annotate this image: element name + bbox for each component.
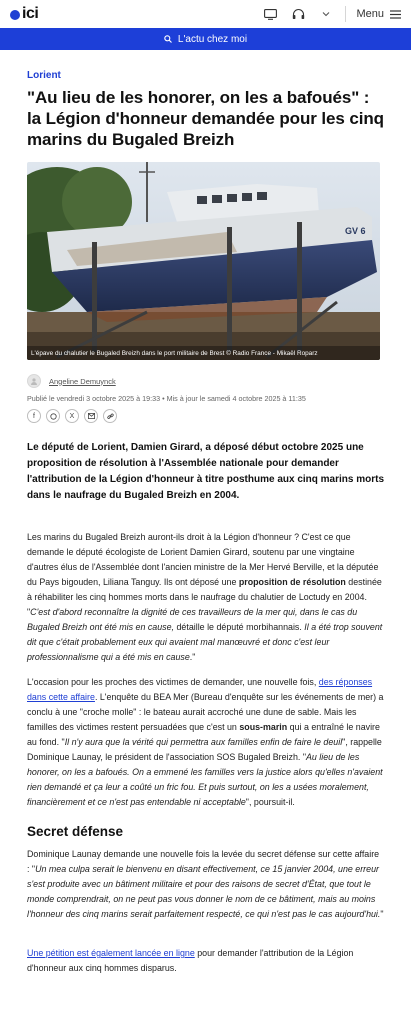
quote-text: Au lieu de les honorer, on les a bafoués. On a emmené les familles vers la justice alors qu'elles n'avaient rien demandé et ça leur a coûté un fric fou. Et puis surtout, on les a usées moralement, financièrement et ce n'est pas entendable ni acceptable [27, 752, 383, 807]
section-heading: Secret défense [27, 824, 124, 839]
text: L'occasion pour les proches des victimes de demander, une nouvelle fois, [27, 677, 319, 687]
text: destinée à réhabiliter les cinq hommes morts dans le naufrage du chalutier de Loctudy en 2004. " [27, 577, 382, 617]
article-title: "Au lieu de les honorer, on les a bafoués" : la Légion d'honneur demandée pour les cinq marins du Bugaled Breizh [27, 88, 384, 149]
text: détaille le député morbihannais. [174, 622, 305, 632]
category-link[interactable]: Lorient [27, 70, 61, 81]
logo-dot-icon [10, 10, 20, 20]
headphones-icon[interactable] [289, 5, 307, 23]
email-icon[interactable] [84, 409, 98, 423]
ici-logo[interactable] [10, 5, 38, 23]
paragraph-1 [27, 530, 384, 665]
top-header [0, 0, 411, 28]
article [0, 70, 411, 976]
publication-dates: Publié le vendredi 3 octobre 2025 à 19:33 • Mis à jour le samedi 4 octobre 2025 à 11:35 [27, 394, 306, 403]
author-row [27, 374, 384, 388]
x-icon[interactable]: X [65, 409, 79, 423]
image-caption: L'épave du chalutier le Bugaled Breizh dans le port militaire de Brest © Radio France - Mikaël Roparz [27, 346, 380, 360]
share-buttons [27, 409, 384, 423]
paragraph-4 [27, 946, 384, 976]
chevron-down-icon[interactable] [317, 5, 335, 23]
whatsapp-icon[interactable] [46, 409, 60, 423]
shipwreck-image [27, 162, 380, 360]
petition-link[interactable]: Une pétition est également lancée en ligne [27, 948, 195, 958]
text: ", rappelle Dominique Launay, le président de l'association SOS Bugaled Breizh. " [27, 737, 382, 762]
local-news-search-bar[interactable] [0, 28, 411, 50]
author-link[interactable]: Angeline Demuynck [49, 376, 116, 386]
hero-image [27, 162, 380, 360]
article-lead: Le député de Lorient, Damien Girard, a déposé début octobre 2025 une proposition de résolution à l'Assemblée nationale pour demander l'attribution de la Légion d'honneur à titre posthume aux cinq marins morts dans le naufrage du Bugaled Breizh en 2004. [27, 442, 385, 501]
tv-icon[interactable] [261, 5, 279, 23]
text: ." [189, 652, 196, 662]
link-icon[interactable] [103, 409, 117, 423]
text: qui a entraîné le navire au fond. " [27, 722, 380, 747]
header-divider [345, 6, 346, 22]
text: . L'enquête du BEA Mer (Bureau d'enquête sur les événements de mer) a conclu à une "croche molle" : le bateau aurait accroché une dune de sable. Mais les familles des victimes restent persuadées que c'est un [27, 692, 384, 732]
search-icon [164, 35, 172, 43]
menu-button[interactable] [356, 8, 401, 20]
text: ", poursuit-il. [245, 797, 295, 807]
related-article-link[interactable]: des réponses dans cette affaire [27, 677, 373, 702]
author-avatar [27, 374, 41, 388]
text: Les marins du Bugaled Breizh auront-ils droit à la Légion d'honneur ? C'est ce que demande le député écologiste de Lorient Damien Girard, soutenu par une vingtaine d'autres élus de l'Assemblée dont l'ancien ministre de la Mer Hervé Berville, et la députée du Pays bigouden, Liliana Tanguy. Ils ont déposé une [27, 532, 379, 587]
facebook-icon[interactable]: f [27, 409, 41, 423]
hamburger-icon [390, 10, 401, 19]
bold-text: proposition de résolution [238, 577, 346, 587]
quote-text: C'est d'abord reconnaître la dignité de ces travailleurs de la mer qui, dans le cas du Bugaled Breizh ont été mis en cause, [27, 607, 358, 632]
text: Dominique Launay demande une nouvelle fois la levée du secret défense sur cette affaire : " [27, 849, 380, 874]
paragraph-2 [27, 675, 384, 810]
quote-text: Un mea culpa serait le bienvenu en disant effectivement, ce 15 janvier 2004, une erreur s'est produite avec un bâtiment militaire et pour des raisons de secret d'État, que tout le monde comprendrait, on ne peut pas vous donner le nom de ce bâtiment, mais au moins l'honneur des cinq marins serait parfaitement respecté, ce qui n'est pas le cas aujourd'hui. [27, 864, 381, 919]
text: pour demander l'attribution de la Légion d'honneur aux cinq hommes disparus. [27, 948, 354, 973]
search-label: L'actu chez moi [177, 33, 248, 45]
bold-text: sous-marin [239, 722, 288, 732]
quote-text: Il a été trop souvent dit que c'était probablement eux qui avaient mal manœuvré et donc c'est leur professionnalisme qui a été mis en cause [27, 622, 383, 662]
paragraph-3 [27, 847, 384, 922]
hull-marking: GV 6 [345, 226, 366, 236]
user-icon [30, 377, 38, 385]
quote-text: Il n'y aura que la vérité qui permettra aux familles enfin de faire le deuil [64, 737, 343, 747]
text: " [380, 909, 384, 919]
menu-label: Menu [356, 8, 384, 20]
logo-text: ici [22, 5, 39, 22]
header-tools [261, 5, 401, 23]
